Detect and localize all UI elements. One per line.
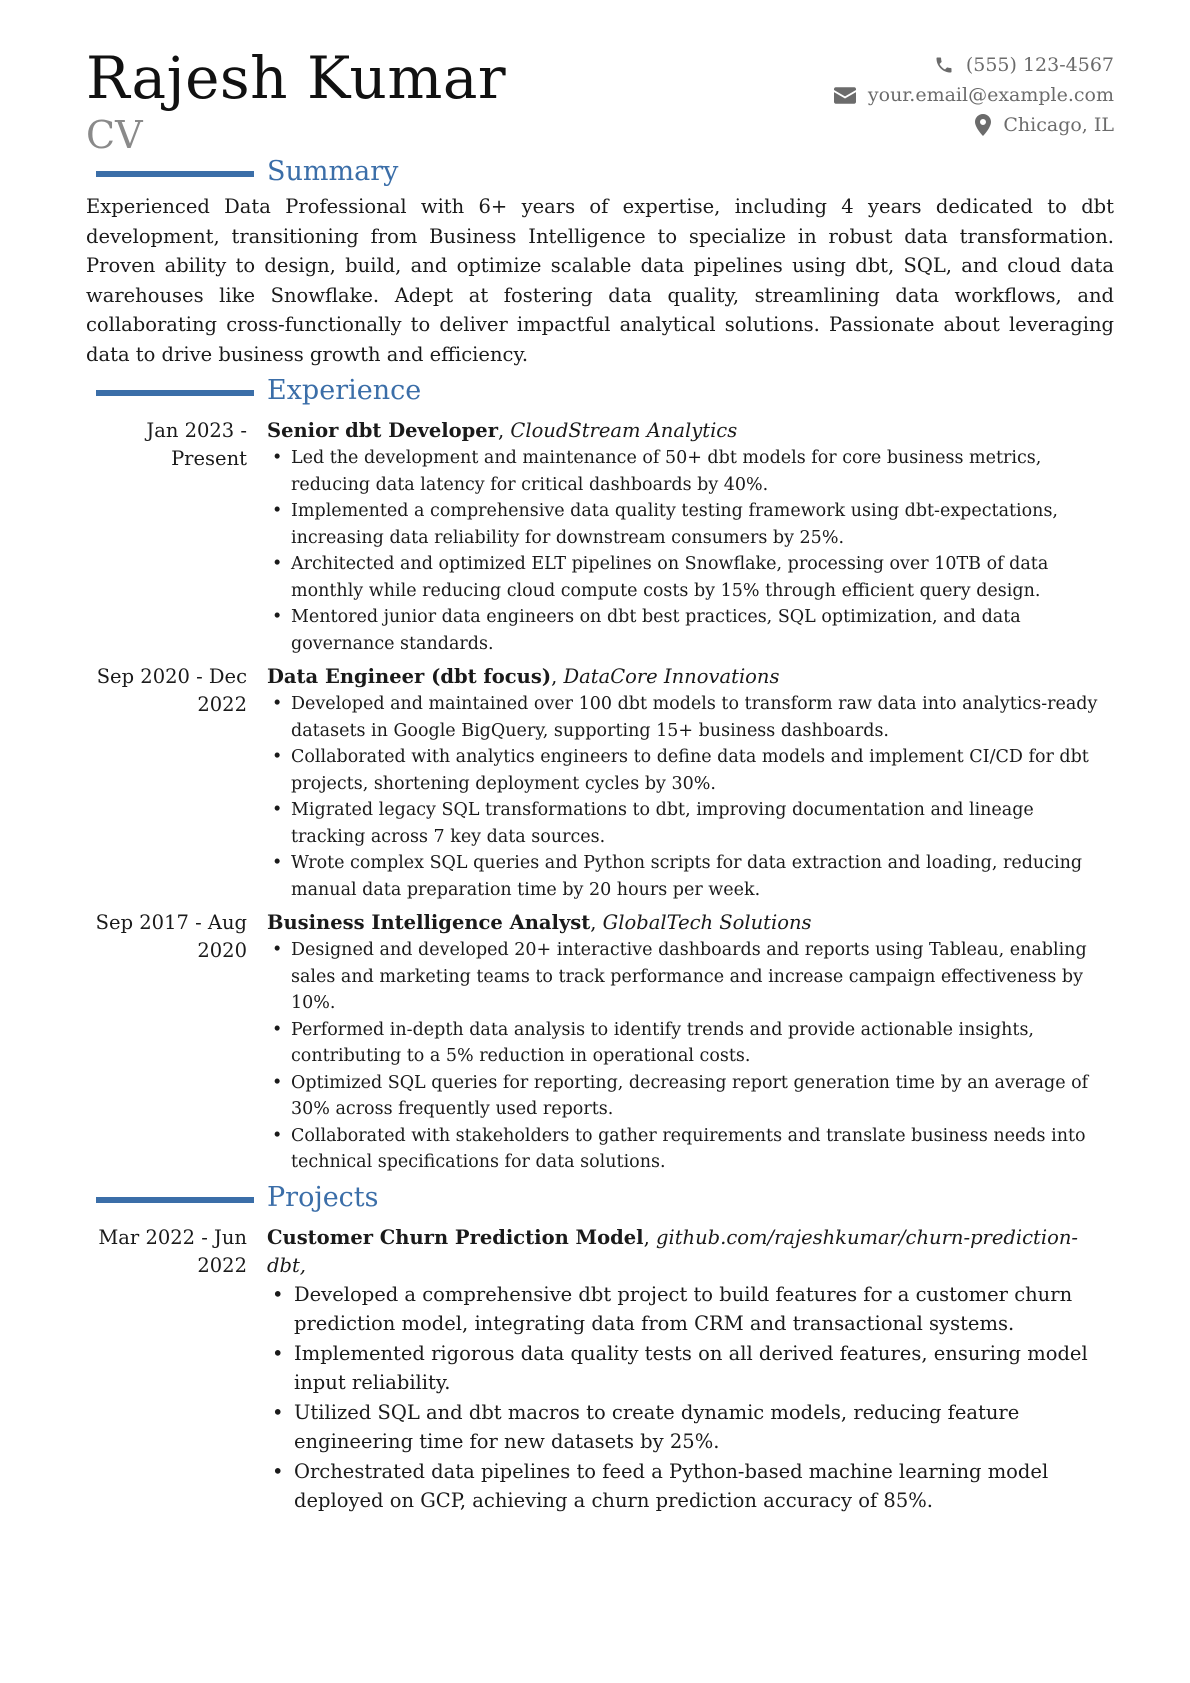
list-item: • Implemented rigorous data quality tests on all derived features, ensuring model input reliability. (267, 1339, 1107, 1398)
section-accent-bar (96, 1197, 254, 1203)
summary-text: Experienced Data Professional with 6+ years of expertise, including 4 years dedicated to dbt development, transitioning from Business Intelligence to specialize in robust data transformation. Proven ability to design, build, and optimize scalable data pipelines using dbt, SQL, and cloud data warehouses like Snowflake. Adept at fostering data quality, streamlining data workflows, and collaborating cross-functionally to deliver impactful analytical solutions. Passionate about leveraging data to drive business growth and efficiency. (86, 195, 1114, 366)
entry-title: Data Engineer (dbt focus), DataCore Innovations (267, 665, 780, 688)
list-item: • Optimized SQL queries for reporting, decreasing report generation time by an average of 30% across frequently used reports. (267, 1070, 1107, 1123)
list-item: • Migrated legacy SQL transformations to dbt, improving documentation and lineage tracking across 7 key data sources. (267, 797, 1107, 850)
entry-date: Mar 2022 - Jun 2022 (98, 1225, 247, 1277)
entry-title: Business Intelligence Analyst, GlobalTech Solutions (267, 911, 812, 934)
list-item: • Led the development and maintenance of 50+ dbt models for core business metrics, reducing data latency for critical dashboards by 40%. (267, 445, 1107, 498)
contact-email[interactable] (834, 80, 1114, 110)
list-item: • Implemented a comprehensive data quality testing framework using dbt-expectations, increasing data reliability for downstream consumers by 25%. (267, 498, 1107, 551)
summary-heading (86, 154, 1114, 192)
list-item: • Developed a comprehensive dbt project to build features for a customer churn prediction model, integrating data from CRM and transactional systems. (267, 1280, 1107, 1339)
experience-entry (86, 909, 1114, 1176)
entry-title: Senior dbt Developer, CloudStream Analytics (267, 419, 738, 442)
phone-text: (555) 123-4567 (965, 54, 1114, 76)
section-title: Experience (267, 375, 422, 406)
entry-date: Sep 2017 - Aug 2020 (95, 911, 247, 962)
section-accent-bar (96, 171, 254, 177)
list-item: • Performed in-depth data analysis to identify trends and provide actionable insights, contributing to a 5% reduction in operational costs. (267, 1017, 1107, 1070)
phone-icon (934, 55, 954, 75)
map-pin-icon (975, 114, 991, 136)
entry-title: Customer Churn Prediction Model, github.com/rajeshkumar/churn-prediction-dbt, (267, 1225, 1079, 1277)
section-title: Summary (267, 156, 399, 187)
section-title: Projects (267, 1181, 379, 1213)
section-accent-bar (96, 390, 254, 396)
contact-block (834, 50, 1114, 140)
list-item: • Wrote complex SQL queries and Python scripts for data extraction and loading, reducing manual data preparation time by 20 hours per week. (267, 850, 1107, 903)
entry-role: Customer Churn Prediction Model (267, 1225, 644, 1249)
experience-entry (86, 663, 1114, 903)
experience-heading (86, 373, 1114, 411)
contact-phone[interactable] (834, 50, 1114, 80)
list-item: • Orchestrated data pipelines to feed a Python-based machine learning model deployed on GCP, achieving a churn prediction accuracy of 85%. (267, 1457, 1107, 1516)
entry-bullets (267, 691, 1107, 903)
location-text: Chicago, IL (1003, 114, 1114, 136)
project-entry (86, 1224, 1114, 1516)
project-link[interactable]: github.com/rajeshkumar/churn-prediction-dbt, (267, 1225, 1079, 1277)
list-item: • Collaborated with analytics engineers to define data models and implement CI/CD for dbt projects, shortening deployment cycles by 30%. (267, 744, 1107, 797)
entry-date: Jan 2023 - Present (146, 419, 247, 470)
contact-location (834, 110, 1114, 140)
entry-role: Data Engineer (dbt focus) (267, 665, 552, 688)
list-item: • Designed and developed 20+ interactive dashboards and reports using Tableau, enabling sales and marketing teams to track performance and increase campaign effectiveness by 10%. (267, 937, 1107, 1017)
experience-entry (86, 417, 1114, 657)
entry-role: Senior dbt Developer (267, 419, 498, 442)
email-text: your.email@example.com (867, 84, 1114, 106)
entry-bullets (267, 937, 1107, 1176)
list-item: • Architected and optimized ELT pipelines on Snowflake, processing over 10TB of data monthly while reducing cloud compute costs by 15% through efficient query design. (267, 551, 1107, 604)
candidate-name: Rajesh Kumar (86, 44, 507, 112)
entry-role: Business Intelligence Analyst (267, 911, 591, 934)
list-item: • Mentored junior data engineers on dbt best practices, SQL optimization, and data governance standards. (267, 604, 1107, 657)
list-item: • Collaborated with stakeholders to gather requirements and translate business needs into technical specifications for data solutions. (267, 1123, 1107, 1176)
entry-bullets (267, 445, 1107, 657)
document-subtitle: CV (86, 113, 143, 157)
list-item: • Utilized SQL and dbt macros to create dynamic models, reducing feature engineering time for new datasets by 25%. (267, 1398, 1107, 1457)
entry-bullets (267, 1280, 1107, 1516)
envelope-icon (834, 87, 856, 104)
entry-org: CloudStream Analytics (510, 419, 738, 442)
projects-heading (86, 1180, 1114, 1218)
list-item: • Developed and maintained over 100 dbt models to transform raw data into analytics-ready datasets in Google BigQuery, supporting 15+ business dashboards. (267, 691, 1107, 744)
resume-page (86, 40, 1114, 1516)
entry-org: DataCore Innovations (563, 665, 780, 688)
entry-date: Sep 2020 - Dec 2022 (96, 665, 247, 716)
entry-org: GlobalTech Solutions (602, 911, 812, 934)
resume-header (86, 40, 1114, 160)
